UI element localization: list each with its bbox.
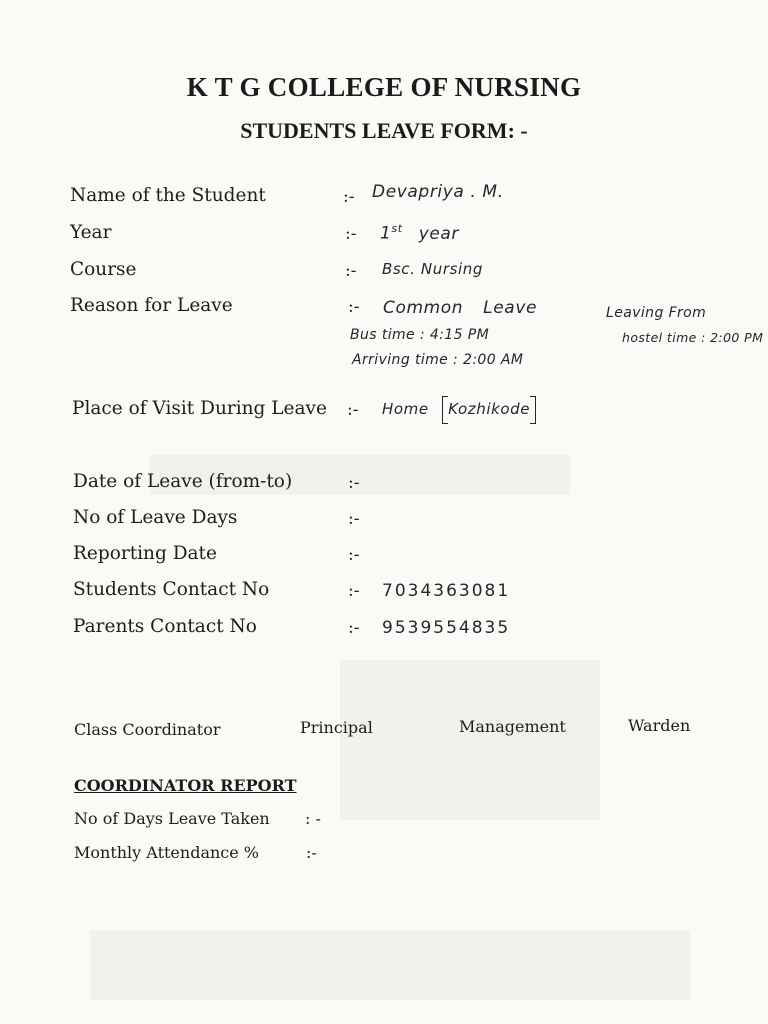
place-home: Home	[382, 400, 429, 418]
arriving-time: Arriving time : 2:00 AM	[352, 352, 524, 368]
parent-contact-value: 9539554835	[382, 618, 511, 638]
name-value: Devapriya . M.	[372, 182, 504, 202]
place-label: Place of Visit During Leave	[72, 398, 327, 419]
reason-value: Common Leave	[383, 298, 538, 318]
class-coordinator-signature: Class Coordinator	[74, 720, 221, 739]
attendance-label: Monthly Attendance %	[74, 843, 260, 862]
course-separator: :-	[345, 261, 357, 281]
place-separator: :-	[347, 400, 359, 420]
place-kozhikode: Kozhikode	[442, 400, 536, 418]
parent-contact-label: Parents Contact No	[73, 616, 257, 637]
leaving-from: Leaving From	[606, 305, 707, 321]
management-signature: Management	[459, 717, 566, 736]
reporting-date-label: Reporting Date	[73, 543, 217, 564]
leave-days-separator: :-	[348, 509, 360, 529]
year-number: 1	[380, 223, 392, 244]
date-of-leave-separator: :-	[348, 473, 360, 493]
student-contact-value: 7034363081	[382, 581, 511, 601]
place-value	[382, 400, 536, 418]
hostel-time: hostel time : 2:00 PM	[622, 330, 764, 345]
warden-signature: Warden	[628, 716, 691, 735]
year-separator: :-	[345, 224, 357, 244]
name-label: Name of the Student	[70, 185, 266, 206]
parent-contact-separator: :-	[348, 618, 360, 638]
reporting-date-separator: :-	[348, 545, 360, 565]
leave-days-label: No of Leave Days	[73, 507, 238, 528]
student-contact-separator: :-	[348, 581, 360, 601]
year-value	[380, 222, 459, 244]
attendance-separator: :-	[306, 843, 317, 862]
principal-signature: Principal	[300, 718, 373, 737]
days-taken-label: No of Days Leave Taken	[74, 809, 270, 828]
reason-separator: :-	[348, 297, 360, 317]
year-ordinal: st	[391, 222, 403, 235]
coordinator-report-heading: COORDINATOR REPORT	[74, 776, 297, 795]
date-of-leave-label: Date of Leave (from-to)	[73, 471, 293, 492]
student-contact-label: Students Contact No	[73, 579, 270, 600]
scan-noise	[340, 660, 600, 820]
course-label: Course	[70, 259, 137, 280]
form-title: STUDENTS LEAVE FORM: -	[240, 118, 528, 143]
year-text: year	[418, 223, 460, 244]
bus-time: Bus time : 4:15 PM	[350, 327, 490, 343]
name-separator: :-	[343, 187, 355, 207]
days-taken-separator: : -	[305, 809, 321, 828]
course-value: Bsc. Nursing	[382, 260, 483, 278]
year-label: Year	[70, 222, 112, 243]
scan-noise	[90, 930, 690, 1000]
college-name: K T G COLLEGE OF NURSING	[186, 72, 582, 102]
reason-label: Reason for Leave	[70, 295, 233, 316]
